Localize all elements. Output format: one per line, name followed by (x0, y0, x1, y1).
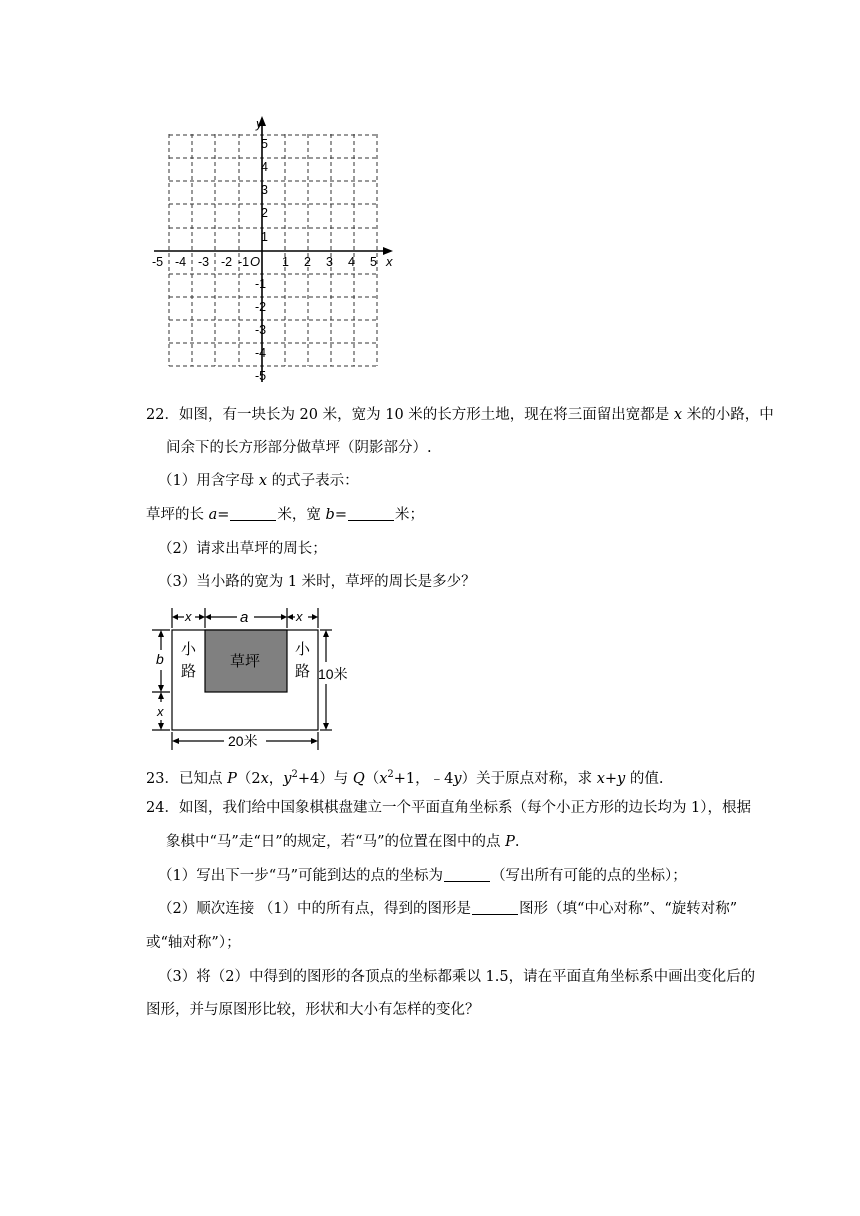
part1-text: （1）写出下一步“马”可能到达的点的坐标为 (158, 868, 444, 884)
q22-text: 如图，有一块长为 20 米，宽为 10 米的长方形土地，现在将三面留出宽都是 (178, 407, 670, 423)
q22-stem-line1 (146, 405, 774, 425)
x-tick-label: 4 (348, 255, 355, 269)
y-tick-label: -4 (255, 346, 267, 360)
x-tick-label: -4 (175, 255, 187, 269)
q22-stem-line2: 间余下的长方形部分做草坪（阴影部分）. (166, 440, 432, 456)
x-tick-label: -1 (238, 255, 250, 269)
y-axis-label: y (256, 116, 263, 131)
dim-a: a (240, 609, 249, 626)
q22-part2: （2）请求出草坪的周长； (158, 541, 327, 557)
dim-x-right: x (296, 609, 303, 624)
question-number: 24． (146, 800, 179, 816)
q24-line2 (166, 832, 519, 852)
dim-x-bottom: x (157, 704, 164, 719)
q23-line (146, 765, 663, 789)
question-number: 23． (146, 770, 179, 787)
x-tick-label: 1 (282, 255, 289, 269)
answer-blank-shape[interactable] (472, 900, 518, 915)
q-coords: （ (364, 770, 380, 787)
y-tick-label: 5 (261, 137, 268, 151)
point-p: P (227, 770, 237, 787)
part1-text-end: 的式子表示： (271, 473, 359, 489)
variable-y: y (453, 770, 462, 787)
q24-text: 象棋中“马”走“日”的规定，若“马”的位置在图中的点 (166, 834, 501, 850)
part2-text: （2）顺次连接 （1）中的所有点，得到的图形是 (158, 901, 472, 917)
answer-blank-b[interactable] (348, 506, 394, 521)
fill-a-label: 草坪的长 (146, 507, 204, 523)
y-tick-label: 4 (261, 160, 268, 174)
point-p: P (505, 834, 515, 850)
variable-b: b (325, 507, 335, 523)
y-tick-label: -3 (255, 323, 267, 337)
path-left-char1: 小 (181, 641, 197, 658)
x-tick-label: -2 (221, 255, 233, 269)
q24-line1 (146, 798, 751, 818)
p-coords: （2 (236, 770, 261, 787)
q24-part2-line2: 或“轴对称”）； (146, 935, 241, 951)
question-number: 22． (146, 407, 179, 423)
equals-sign: = (334, 507, 347, 523)
fill-a-unit: 米，宽 (277, 507, 321, 523)
variable-y: y (283, 770, 292, 787)
variable-x: x (260, 770, 269, 787)
q22-text-end: 米的小路，中 (686, 407, 774, 423)
q22-part3: （3）当小路的宽为 1 米时，草坪的周长是多少？ (158, 574, 476, 590)
comma: ， (268, 770, 284, 787)
path-right-char2: 路 (295, 663, 311, 680)
path-left-char2: 路 (181, 663, 197, 680)
coordinate-grid-figure (148, 114, 398, 386)
lawn-label: 草坪 (230, 653, 261, 670)
dim-x-left: x (185, 609, 192, 624)
y-tick-label: 2 (261, 206, 268, 220)
y-tick-label: -2 (255, 300, 267, 314)
x-tick-label: 2 (304, 255, 311, 269)
y-tick-label: 1 (261, 230, 268, 244)
p-coords-end: +4）与 (297, 770, 349, 787)
variable-a: a (208, 507, 218, 523)
q-coords-mid: +1，﹣4 (393, 770, 454, 787)
equals-sign: = (217, 507, 230, 523)
answer-blank-a[interactable] (230, 506, 276, 521)
q24-part1 (158, 866, 687, 886)
y-tick-label: -5 (255, 369, 267, 383)
y-tick-label: -1 (255, 277, 267, 291)
variable-x: x (258, 473, 268, 489)
origin-label: O (250, 254, 261, 269)
x-tick-label: -3 (198, 255, 210, 269)
x-tick-label: -5 (152, 255, 164, 269)
lawn-figure (150, 606, 360, 754)
answer-blank-points[interactable] (444, 867, 490, 882)
q24-part3-line1: （3）将（2）中得到的图形的各顶点的坐标都乘以 1.5，请在平面直角坐标系中画出变化后的 (158, 969, 756, 985)
height-label: 10米 (318, 666, 348, 682)
sum-expression: x+y (596, 770, 626, 787)
x-axis-label: x (386, 254, 393, 269)
width-label: 20米 (228, 733, 258, 749)
x-tick-label: 5 (370, 255, 377, 269)
part2-text-end: 图形（填“中心对称”、“旋转对称” (519, 901, 738, 917)
fill-b-unit: 米； (394, 507, 424, 523)
variable-x: x (379, 770, 388, 787)
y-tick-label: 3 (261, 183, 268, 197)
part1-text: （1）用含字母 (158, 473, 255, 489)
q22-part1 (158, 471, 359, 491)
x-tick-label: 3 (326, 255, 333, 269)
q23-text: 已知点 (178, 770, 223, 787)
period: . (514, 834, 520, 850)
q24-part3-line2: 图形，并与原图形比较，形状和大小有怎样的变化？ (146, 1002, 480, 1018)
q24-text: 如图，我们给中国象棋棋盘建立一个平面直角坐标系（每个小正方形的边长均为 1），根据 (178, 800, 752, 816)
q-coords-end: ）关于原点对称，求 (461, 770, 593, 787)
dim-b: b (156, 651, 164, 667)
q22-fill-line (146, 505, 424, 525)
q24-part2 (158, 899, 737, 919)
path-right-char1: 小 (295, 641, 311, 658)
part1-text-end: （写出所有可能的点的坐标）； (491, 868, 687, 884)
exponent: 2 (387, 769, 394, 780)
point-q: Q (352, 770, 365, 787)
variable-x: x (673, 407, 683, 423)
q23-text-end: 的值. (629, 770, 664, 787)
exponent: 2 (291, 769, 298, 780)
